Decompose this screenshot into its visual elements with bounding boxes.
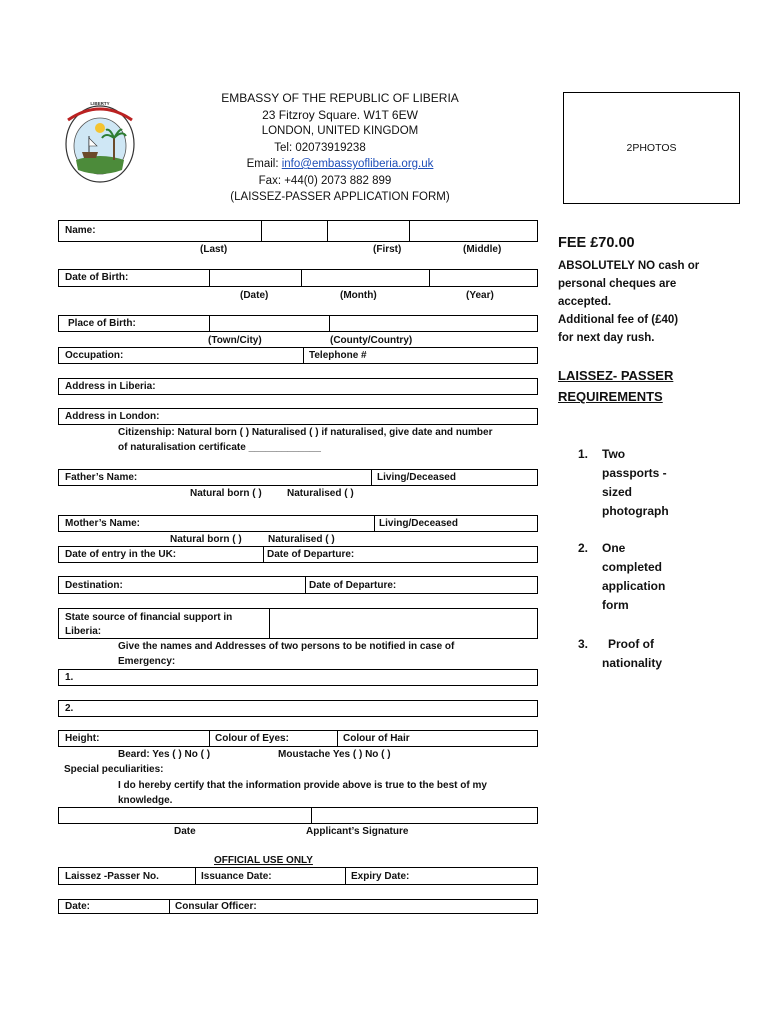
requirement-number: 2. [578,541,589,555]
month-label: (Month) [340,290,377,301]
official-row-2[interactable] [58,899,538,914]
requirement-line: nationality [602,656,663,670]
requirement-line: sized [602,485,633,499]
email-link[interactable]: info@embassyofliberia.org.uk [281,158,434,170]
header-line-3: LONDON, UNITED KINGDOM [261,125,419,137]
date-official-label: Date: [65,901,91,912]
last-label: (Last) [200,244,228,255]
lp-no-label: Laissez -Passer No. [65,871,159,882]
note-line-2: personal cheques are [558,278,677,290]
year-label: (Year) [466,290,494,301]
dob-row[interactable] [58,269,538,287]
father-label: Father’s Name: [65,472,138,483]
header-line-7: (LAISSEZ-PASSER APPLICATION FORM) [230,191,450,203]
date-label: (Date) [240,290,269,301]
name-label: Name: [65,225,96,236]
requirement-line: Two [602,447,626,461]
mother-living-label: Living/Deceased [379,518,458,529]
application-form [58,220,538,915]
height-label: Height: [65,733,100,744]
date-sign-label: Date [174,826,196,837]
official-use-heading: OFFICIAL USE ONLY [214,855,313,866]
expiry-label: Expiry Date: [351,871,410,882]
mother-label: Mother’s Name: [65,518,141,529]
note-line-3: accepted. [558,296,612,308]
requirement-item [578,445,748,539]
certify-line-1: I do hereby certify that the information provide above is true to the best of my [118,780,487,791]
middle-label: (Middle) [463,244,502,255]
requirement-line: passports - [602,466,667,480]
destination-label: Destination: [65,580,123,591]
dob-label: Date of Birth: [65,272,129,283]
requirement-number: 3. [578,637,589,651]
moustache-label: Moustache Yes ( ) No ( ) [278,749,391,760]
occupation-label: Occupation: [65,350,124,361]
requirements-list [578,445,748,685]
requirement-line: form [602,598,629,612]
person-2-label: 2. [65,703,74,714]
mother-natural-born: Natural born ( ) [170,534,242,545]
emergency-line-2: Emergency: [118,656,176,667]
header-line-2: 23 Fitzroy Square. W1T 6EW [262,107,418,122]
town-label: (Town/City) [208,335,262,346]
requirements-heading-1: LAISSEZ- PASSER [558,368,674,383]
financial-label-1: State source of financial support in [65,612,233,623]
issuance-label: Issuance Date: [201,871,272,882]
photo-box-label: 2PHOTOS [626,142,677,154]
photo-box [563,92,740,204]
eyes-label: Colour of Eyes: [215,733,289,744]
emergency-line-1: Give the names and Addresses of two persons to be notified in case of [118,641,455,652]
father-naturalised: Naturalised ( ) [287,488,354,499]
pob-label: Place of Birth: [68,318,136,329]
hair-cell[interactable] [337,731,338,746]
seal-motto: LIBERTY [90,101,110,106]
note-line-1: ABSOLUTELY NO cash or [558,260,700,272]
pob-row[interactable] [58,315,538,332]
mother-naturalised: Naturalised ( ) [268,534,335,545]
entry-row[interactable] [58,546,538,563]
first-label: (First) [373,244,402,255]
requirement-line: application [602,579,666,593]
destination-row[interactable] [58,576,538,594]
requirement-line: Proof of [608,637,654,651]
departure-cell-1[interactable] [263,547,264,562]
requirements-heading-2: REQUIREMENTS [558,389,663,404]
emergency-person-1-row[interactable] [58,669,538,686]
departure-label-1: Date of Departure: [267,549,355,560]
address-london-label: Address in London: [65,411,160,422]
applicant-signature-label: Applicant’s Signature [306,826,409,837]
dob-year-cell[interactable] [429,270,430,286]
county-label: (County/Country) [330,335,413,346]
father-living-cell[interactable] [371,470,372,485]
father-row[interactable] [58,469,538,486]
mother-row[interactable] [58,515,538,532]
signature-row[interactable] [58,807,538,824]
signature-cell[interactable] [311,808,312,823]
header-email-line [160,156,520,173]
requirement-line: completed [602,560,663,574]
header-line-1: EMBASSY OF THE REPUBLIC OF LIBERIA [221,91,459,105]
consular-label: Consular Officer: [175,901,257,912]
name-middle-cell[interactable] [409,221,410,241]
eyes-cell[interactable] [209,731,210,746]
requirement-line: One [602,541,626,555]
name-row[interactable] [58,220,538,242]
father-natural-born: Natural born ( ) [190,488,262,499]
header-line-4: Tel: 02073919238 [274,141,366,154]
email-label: Email: [246,158,282,170]
financial-label-2: Liberia: [65,626,102,637]
father-living-label: Living/Deceased [377,472,456,483]
citizenship-line-2: of naturalisation certificate _____________ [118,442,321,453]
official-row-1[interactable] [58,867,538,885]
person-1-label: 1. [65,672,74,683]
embassy-header [160,90,520,206]
height-row[interactable] [58,730,538,747]
note-line-4: Additional fee of (£40) [558,314,679,326]
pob-county-cell[interactable] [329,316,330,331]
entry-label: Date of entry in the UK: [65,549,177,560]
fee-sidebar [558,235,738,407]
beard-label: Beard: Yes ( ) No ( ) [118,749,211,760]
pob-town-cell[interactable] [209,316,210,331]
expiry-cell[interactable] [345,868,346,884]
issuance-cell[interactable] [195,868,196,884]
address-liberia-label: Address in Liberia: [65,381,156,392]
note-line-5: for next day rush. [558,332,655,344]
emergency-person-2-row[interactable] [58,700,538,717]
requirement-item [578,635,748,685]
departure-cell-2[interactable] [305,577,306,593]
occupation-row[interactable] [58,347,538,364]
requirement-number: 1. [578,447,589,461]
special-label: Special peculiarities: [64,764,164,775]
liberia-seal-icon [62,100,138,184]
address-london-row[interactable] [58,408,538,425]
citizenship-line-1: Citizenship: Natural born ( ) Naturalised ( ) if naturalised, give date and number [118,427,493,438]
requirement-line: photograph [602,504,669,518]
name-last-cell[interactable] [261,221,262,241]
financial-cell[interactable] [269,609,270,638]
telephone-cell[interactable] [303,348,304,363]
address-liberia-row[interactable] [58,378,538,395]
fee-amount: FEE £70.00 [558,235,635,251]
dob-date-cell[interactable] [209,270,210,286]
header-line-6: Fax: +44(0) 2073 882 899 [258,174,392,187]
mother-living-cell[interactable] [374,516,375,531]
dob-month-cell[interactable] [301,270,302,286]
certify-line-2: knowledge. [118,795,173,806]
financial-row[interactable] [58,608,538,639]
consular-cell[interactable] [169,900,170,913]
hair-label: Colour of Hair [343,733,410,744]
name-first-cell[interactable] [327,221,328,241]
departure-label-2: Date of Departure: [309,580,397,591]
telephone-label: Telephone # [309,350,367,361]
requirement-item [578,539,748,635]
